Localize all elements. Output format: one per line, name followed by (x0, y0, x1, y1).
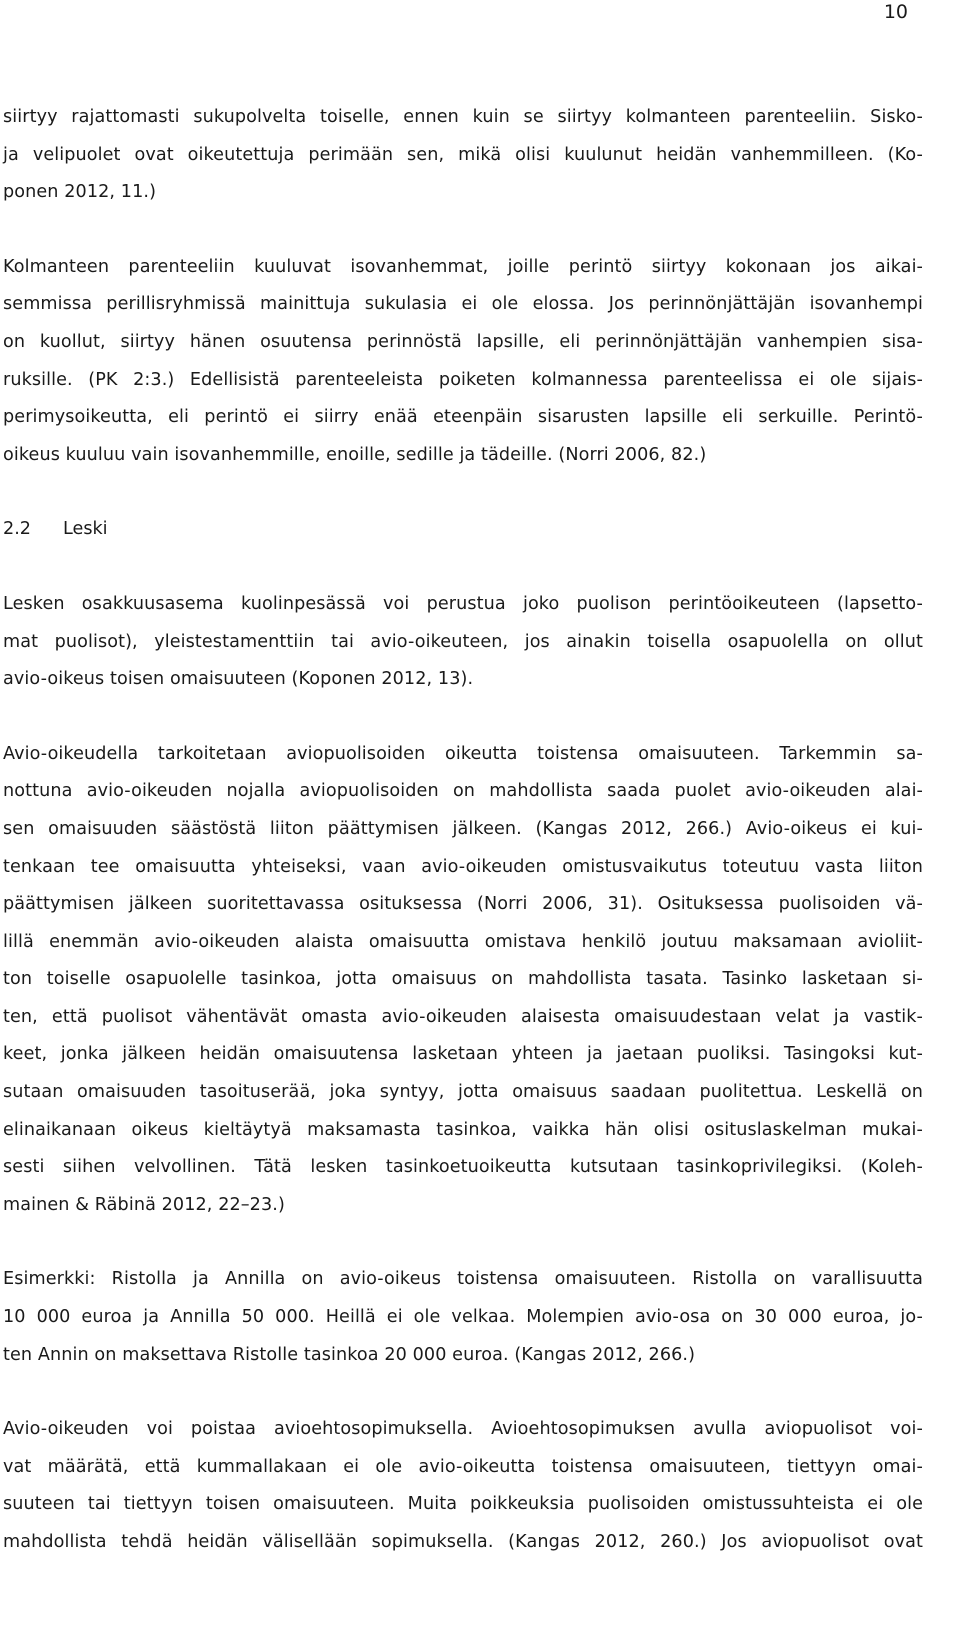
text-line: ja velipuolet ovat oikeutettuja perimään sen, mikä olisi kuulunut heidän vanhemmilleen. (Ko- (3, 144, 923, 165)
text-line: ten Annin on maksettava Ristolle tasinkoa 20 000 euroa. (Kangas 2012, 266.) (3, 1344, 696, 1365)
text-line: ten, että puolisot vähentävät omasta avio-oikeuden alaisesta omaisuudestaan velat ja vastik- (3, 1006, 923, 1027)
paragraph-gap (3, 474, 923, 511)
text-line: semmissa perillisryhmissä mainittuja sukulasia ei ole elossa. Jos perinnönjättäjän isovanhempi (3, 294, 923, 315)
section-number: 2.2 (3, 519, 31, 540)
text-line: mahdollista tehdä heidän välisellään sopimuksella. (Kangas 2012, 260.) Jos aviopuolisot ovat (3, 1532, 923, 1552)
text-line: avio-oikeus toisen omaisuuteen (Koponen 2012, 13). (3, 669, 474, 690)
text-line: oikeus kuuluu vain isovanhemmille, enoille, sedille ja tädeille. (Norri 2006, 82.) (3, 444, 707, 465)
text-line: on kuollut, siirtyy hänen osuutensa perinnöstä lapsille, eli perinnönjättäjän vanhempien sisa- (3, 331, 923, 352)
text-line: ruksille. (PK 2:3.) Edellisistä parenteeleista poiketen kolmannessa parenteelissa ei ole sijais- (3, 369, 923, 390)
text-line: siirtyy rajattomasti sukupolvelta toiselle, ennen kuin se siirtyy kolmanteen parenteeliin. Sisko- (3, 107, 923, 127)
section-title: Leski (63, 519, 108, 540)
text-line: 10 000 euroa ja Annilla 50 000. Heillä ei ole velkaa. Molempien avio-osa on 30 000 euroa, jo- (3, 1307, 923, 1328)
text-line: lillä enemmän avio-oikeuden alaista omaisuutta omistava henkilö joutuu maksamaan avioliit- (3, 931, 923, 952)
paragraph-osakkuusasema (3, 586, 923, 699)
text-line: päättymisen jälkeen suoritettavassa osituksessa (Norri 2006, 31). Osituksessa puolisoiden vä- (3, 894, 923, 915)
text-line: ton toiselle osapuolelle tasinkoa, jotta omaisuus on mahdollista tasata. Tasinko lasketaan si- (3, 969, 923, 990)
text-line: Avio-oikeuden voi poistaa avioehtosopimuksella. Avioehtosopimuksen avulla aviopuolisot voi- (3, 1419, 923, 1440)
section-heading (3, 511, 923, 549)
paragraph-gap (3, 699, 923, 736)
text-line: Lesken osakkuusasema kuolinpesässä voi perustua joko puolison perintöoikeuteen (lapsetto- (3, 593, 923, 614)
text-line: Kolmanteen parenteeliin kuuluvat isovanhemmat, joille perintö siirtyy kokonaan jos aikai- (3, 256, 923, 277)
paragraph-parenteeli-continuation (3, 99, 923, 212)
text-line: nottuna avio-oikeuden nojalla aviopuolisoiden on mahdollista saada puolet avio-oikeuden alai- (3, 781, 923, 802)
text-line: perimysoikeutta, eli perintö ei siirry enää eteenpäin sisarusten lapsille eli serkuille. Perintö- (3, 407, 923, 428)
text-line: mat puolisot), yleistestamenttiin tai avio-oikeuteen, jos ainakin toisella osapuolella on ollut (3, 631, 923, 652)
text-line: vat määrätä, että kummallakaan ei ole avio-oikeutta toistensa omaisuuteen, tiettyyn omai- (3, 1456, 923, 1477)
paragraph-gap (3, 1374, 923, 1411)
paragraph-avio-oikeus (3, 736, 923, 1225)
text-line: suuteen tai tiettyyn toisen omaisuuteen. Muita poikkeuksia puolisoiden omistussuhteista ei ole (3, 1494, 923, 1515)
text-line: keet, jonka jälkeen heidän omaisuutensa lasketaan yhteen ja jaetaan puoliksi. Tasingoksi kut- (3, 1044, 923, 1065)
paragraph-avioehto (3, 1411, 923, 1561)
text-line: sutaan omaisuuden tasoituserää, joka syntyy, jotta omaisuus saadaan puolitettua. Leskellä on (3, 1082, 923, 1103)
paragraph-kolmas-parenteeli (3, 249, 923, 475)
document-body (3, 99, 923, 1562)
text-line: tenkaan tee omaisuutta yhteiseksi, vaan avio-oikeuden omistusvaikutus toteutuu vasta liiton (3, 856, 923, 877)
text-line: sen omaisuuden säästöstä liiton päättymisen jälkeen. (Kangas 2012, 266.) Avio-oikeus ei kui- (3, 818, 923, 839)
text-line: ponen 2012, 11.) (3, 182, 157, 203)
paragraph-gap (3, 1224, 923, 1261)
page-number: 10 (883, 1, 908, 23)
paragraph-gap (3, 212, 923, 249)
text-line: sesti siihen velvollinen. Tätä lesken tasinkoetuoikeutta kutsutaan tasinkoprivilegiksi. (Koleh- (3, 1157, 923, 1178)
text-line: elinaikanaan oikeus kieltäytyä maksamasta tasinkoa, vaikka hän olisi osituslaskelman mukai- (3, 1119, 923, 1140)
paragraph-esimerkki (3, 1261, 923, 1374)
text-line: Avio-oikeudella tarkoitetaan aviopuolisoiden oikeutta toistensa omaisuuteen. Tarkemmin sa- (3, 743, 923, 764)
text-line: Esimerkki: Ristolla ja Annilla on avio-oikeus toistensa omaisuuteen. Ristolla on varallisuutta (3, 1269, 923, 1290)
text-line: mainen & Räbinä 2012, 22–23.) (3, 1194, 285, 1215)
paragraph-gap (3, 549, 923, 586)
